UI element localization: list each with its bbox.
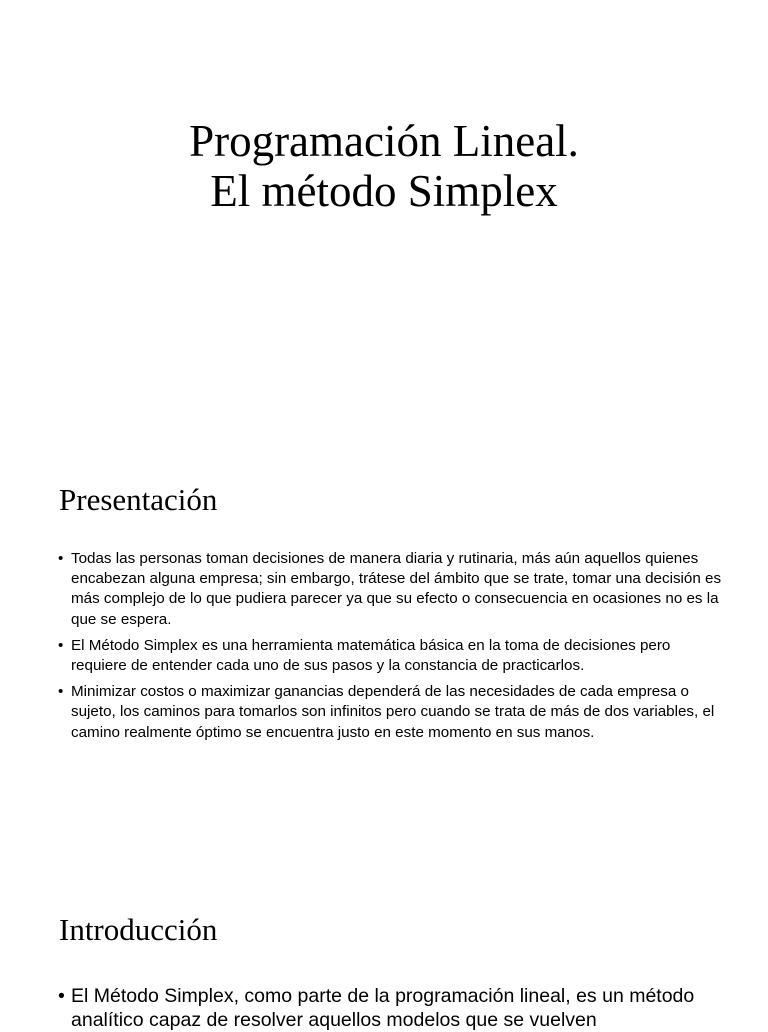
- bullet-text: Minimizar costos o maximizar ganancias dependerá de las necesidades de cada empresa o sujeto, los caminos para tomarlos son infinitos pero cuando se trata de más de dos variables, el camino realmente óptimo se encuentra justo en este momento en sus manos.: [71, 683, 715, 741]
- bullet-icon: •: [58, 636, 64, 654]
- introduccion-heading: Introducción: [59, 912, 218, 947]
- presentacion-slide: [0, 460, 768, 880]
- slide-title: [0, 116, 768, 216]
- title-slide: [0, 0, 768, 460]
- presentacion-heading: Presentación: [59, 482, 218, 517]
- bullet-icon: •: [58, 550, 64, 567]
- bullet-text: El Método Simplex, como parte de la programación lineal, es un método analítico capaz de resolver aquellos modelos que se vuelven: [71, 985, 695, 1031]
- bullet-text: El Método Simplex es una herramienta matemática básica en la toma de decisiones pero requiere de entender cada uno de sus pasos y la constancia de practicarlos.: [71, 636, 671, 675]
- bullet-item: [58, 984, 698, 1032]
- bullet-item: [58, 682, 726, 743]
- bullet-text: Todas las personas toman decisiones de manera diaria y rutinaria, más aún aquellos quienes encabezan alguna empresa; sin embargo, trátese del ámbito que se trate, tomar una decisión es más complejo de lo que pudiera parecer ya que su efecto o consecuencia en ocasiones no es la que se espera.: [71, 550, 722, 628]
- introduccion-slide: [0, 880, 768, 1031]
- introduccion-bullet-list: [58, 984, 698, 1032]
- bullet-icon: •: [58, 683, 64, 701]
- bullet-icon: •: [58, 985, 65, 1007]
- slide-title-line-2: El método Simplex: [210, 166, 558, 216]
- bullet-item: [58, 549, 726, 630]
- slide-title-line-1: Programación Lineal.: [189, 116, 579, 166]
- bullet-item: [58, 636, 726, 676]
- presentacion-bullet-list: [58, 549, 726, 749]
